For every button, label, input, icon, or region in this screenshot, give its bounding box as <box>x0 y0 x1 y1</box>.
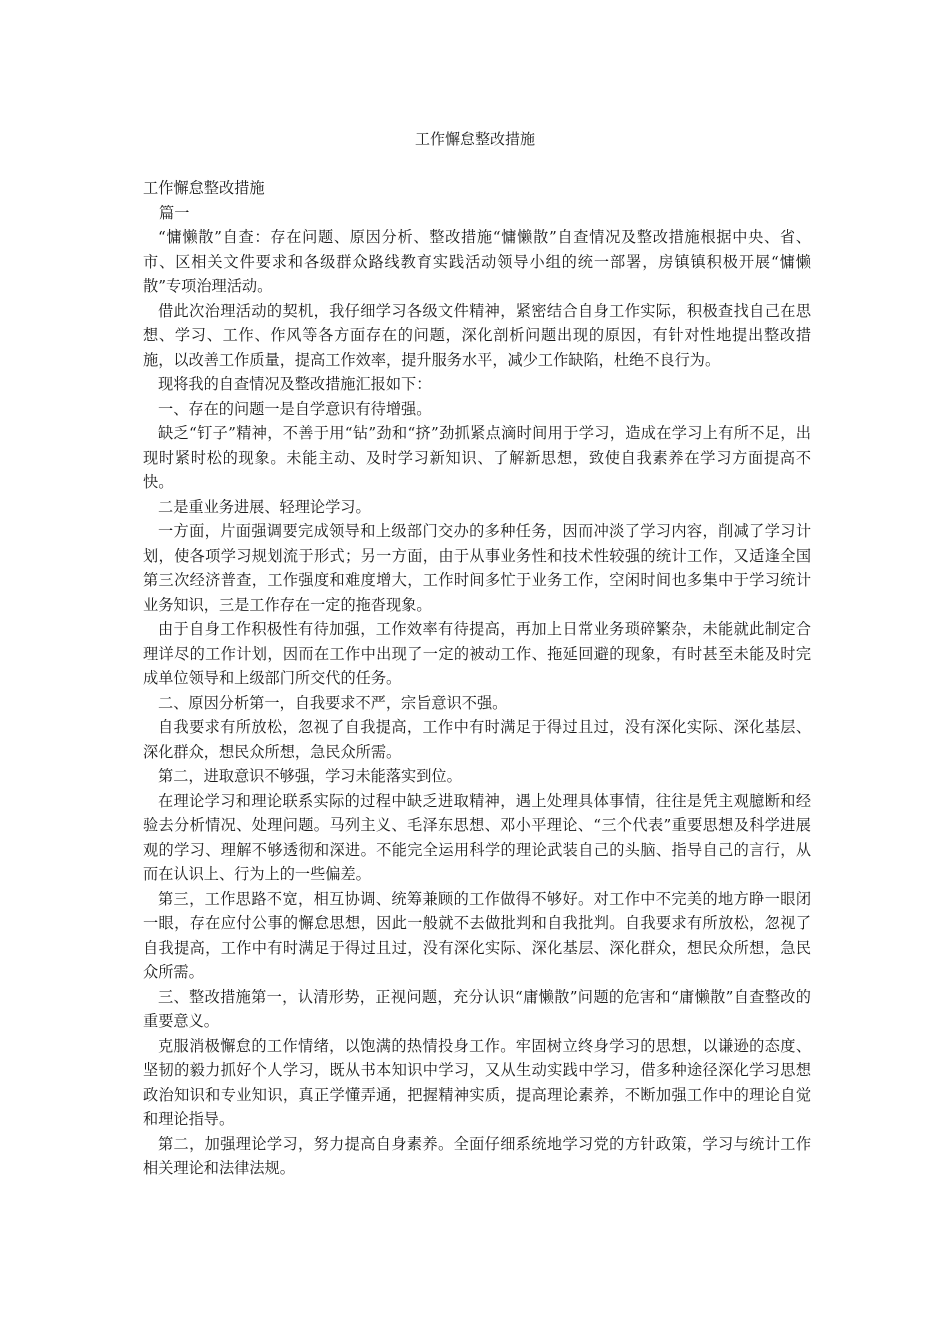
paragraph: “慵懒散”自查：存在问题、原因分析、整改措施“慵懒散”自查情况及整改措施根据中央、省、市、区相关文件要求和各级群众路线教育实践活动领导小组的统一部署，房镇镇积极开展“慵懒散”专项治理活动。 <box>143 228 811 295</box>
paragraph: 第三，工作思路不宽，相互协调、统筹兼顾的工作做得不够好。对工作中不完美的地方睁一眼闭一眼，存在应付公事的懈怠思想，因此一般就不去做批判和自我批判。自我要求有所放松，忽视了自我提高，工作中有时满足于得过且过，没有深化实际、深化基层、深化群众，想民众所想，急民众所需。 <box>143 889 811 981</box>
paragraph-section-label: 篇一 <box>159 203 190 222</box>
paragraph-heading: 工作懈怠整改措施 <box>143 179 265 197</box>
paragraph: 二是重业务进展、轻理论学习。 <box>158 497 371 516</box>
paragraph: 第二，加强理论学习，努力提高自身素养。全面仔细系统地学习党的方针政策，学习与统计工作相关理论和法律法规。 <box>143 1134 811 1177</box>
paragraph: 自我要求有所放松，忽视了自我提高，工作中有时满足于得过且过，没有深化实际、深化基层、深化群众，想民众所想，急民众所需。 <box>143 718 811 761</box>
document-body <box>143 176 811 1181</box>
paragraph: 缺乏“钉子”精神，不善于用“钻”劲和“挤”劲抓紧点滴时间用于学习，造成在学习上有所不足，出现时紧时松的现象。未能主动、及时学习新知识、了解新思想，致使自我素养在学习方面提高不快。 <box>143 424 811 491</box>
paragraph: 一方面，片面强调要完成领导和上级部门交办的多种任务，因而冲淡了学习内容，削减了学习计划，使各项学习规划流于形式；另一方面，由于从事业务性和技术性较强的统计工作，又适逢全国第三次经济普查，工作强度和难度增大，工作时间多忙于业务工作，空闲时间也多集中于学习统计业务知识，三是工作存在一定的拖沓现象。 <box>143 522 811 614</box>
paragraph: 克服消极懈怠的工作情绪，以饱满的热情投身工作。牢固树立终身学习的思想，以谦逊的态度、坚韧的毅力抓好个人学习，既从书本知识中学习，又从生动实践中学习，借多种途径深化学习思想政治知识和专业知识，真正学懂弄通，把握精神实质，提高理论素养，不断加强工作中的理论自觉和理论指导。 <box>143 1036 811 1128</box>
paragraph: 现将我的自查情况及整改措施汇报如下： <box>158 375 432 393</box>
paragraph: 一、存在的问题一是自学意识有待增强。 <box>158 399 432 418</box>
paragraph: 三、整改措施第一，认清形势，正视问题，充分认识“庸懒散”问题的危害和“庸懒散”自查整改的重要意义。 <box>143 987 811 1030</box>
document-title: 工作懈怠整改措施 <box>414 130 535 148</box>
paragraph: 由于自身工作积极性有待加强，工作效率有待提高，再加上日常业务琐碎繁杂，未能就此制定合理详尽的工作计划，因而在工作中出现了一定的被动工作、拖延回避的现象，有时甚至未能及时完成单位领导和上级部门所交代的任务。 <box>143 620 811 687</box>
paragraph: 第二，进取意识不够强，学习未能落实到位。 <box>158 767 462 785</box>
paragraph: 在理论学习和理论联系实际的过程中缺乏进取精神，遇上处理具体事情，往往是凭主观臆断和经验去分析情况、处理问题。马列主义、毛泽东思想、邓小平理论、“三个代表”重要思想及科学进展观的学习、理解不够透彻和深进。不能完全运用科学的理论武装自己的头脑、指导自己的言行，从而在认识上、行为上的一些偏差。 <box>143 791 811 883</box>
paragraph: 二、原因分析第一，自我要求不严，宗旨意识不强。 <box>158 693 508 712</box>
paragraph: 借此次治理活动的契机，我仔细学习各级文件精神，紧密结合自身工作实际，积极查找自己在思想、学习、工作、作风等各方面存在的问题，深化剖析问题出现的原因，有针对性地提出整改措施，以改善工作质量，提高工作效率，提升服务水平，减少工作缺陷，杜绝不良行为。 <box>143 301 811 369</box>
